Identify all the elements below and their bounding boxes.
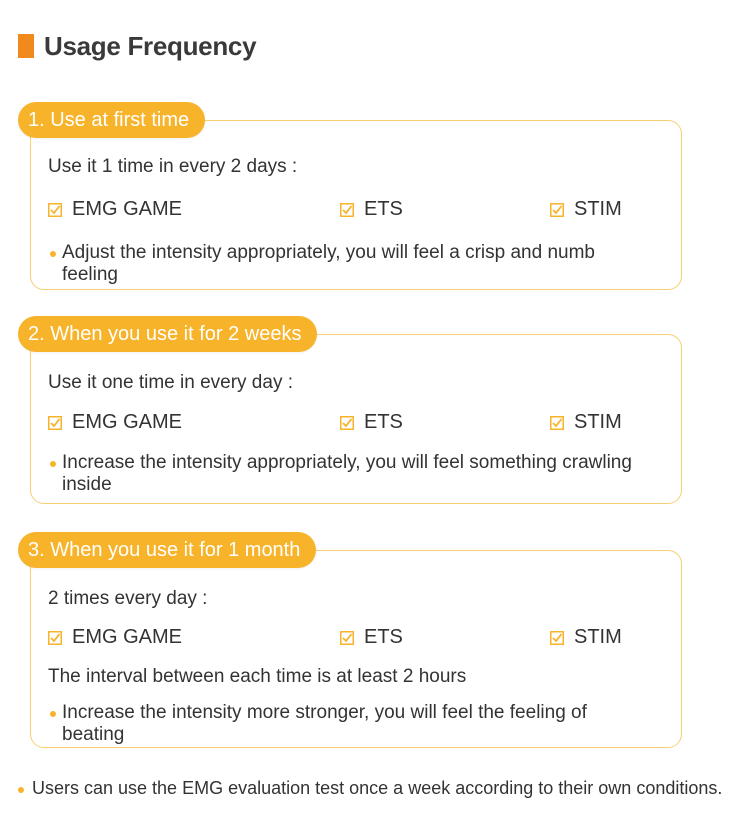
- checkbox-checked-icon: [550, 416, 564, 430]
- section-title-pill: 3. When you use it for 1 month: [18, 532, 316, 568]
- bullet-dot-icon: [50, 461, 56, 467]
- option-label: ETS: [364, 626, 403, 648]
- page-title: Usage Frequency: [44, 30, 257, 61]
- note-text: Adjust the intensity appropriately, you will feel a crisp and numb feeling: [62, 242, 595, 285]
- option-label: EMG GAME: [72, 411, 183, 433]
- frequency-text: Use it one time in every day :: [48, 372, 293, 393]
- header-accent-bar: [18, 34, 34, 58]
- note-text: Increase the intensity more stronger, you will feel the feeling of beating: [62, 702, 587, 745]
- option-stim: [550, 626, 622, 649]
- option-stim: [550, 198, 622, 221]
- bullet-dot-icon: [50, 251, 56, 257]
- option-ets: [340, 626, 403, 649]
- option-emg-game: [48, 626, 182, 649]
- option-label: EMG GAME: [72, 626, 183, 648]
- option-ets: [340, 411, 403, 434]
- frequency-text: Use it 1 time in every 2 days :: [48, 156, 298, 177]
- option-ets: [340, 198, 403, 221]
- option-emg-game: [48, 198, 182, 221]
- page-header: [18, 30, 256, 62]
- footer-note: [18, 778, 722, 799]
- option-label: ETS: [364, 411, 403, 433]
- option-label: STIM: [574, 198, 622, 220]
- checkbox-checked-icon: [550, 203, 564, 217]
- note-text: Increase the intensity appropriately, you will feel something crawling inside: [62, 452, 632, 495]
- usage-section-3: [18, 532, 682, 748]
- option-label: STIM: [574, 626, 622, 648]
- option-stim: [550, 411, 622, 434]
- option-label: STIM: [574, 411, 622, 433]
- section-title-pill: 1. Use at first time: [18, 102, 205, 138]
- bullet-dot-icon: [50, 711, 56, 717]
- usage-section-1: [18, 102, 682, 290]
- usage-section-2: [18, 316, 682, 504]
- checkbox-checked-icon: [340, 631, 354, 645]
- checkbox-checked-icon: [48, 631, 62, 645]
- note-line: [48, 452, 652, 496]
- checkbox-checked-icon: [340, 416, 354, 430]
- interval-text: The interval between each time is at least 2 hours: [48, 666, 467, 687]
- checkbox-checked-icon: [48, 203, 62, 217]
- option-emg-game: [48, 411, 182, 434]
- frequency-text: 2 times every day :: [48, 588, 208, 609]
- bullet-dot-icon: [18, 787, 24, 793]
- checkbox-checked-icon: [48, 416, 62, 430]
- note-line: [48, 702, 652, 746]
- section-title-pill: 2. When you use it for 2 weeks: [18, 316, 317, 352]
- footer-text: Users can use the EMG evaluation test once a week according to their own conditions.: [32, 778, 723, 798]
- option-label: ETS: [364, 198, 403, 220]
- note-line: [48, 242, 652, 286]
- checkbox-checked-icon: [340, 203, 354, 217]
- checkbox-checked-icon: [550, 631, 564, 645]
- option-label: EMG GAME: [72, 198, 183, 220]
